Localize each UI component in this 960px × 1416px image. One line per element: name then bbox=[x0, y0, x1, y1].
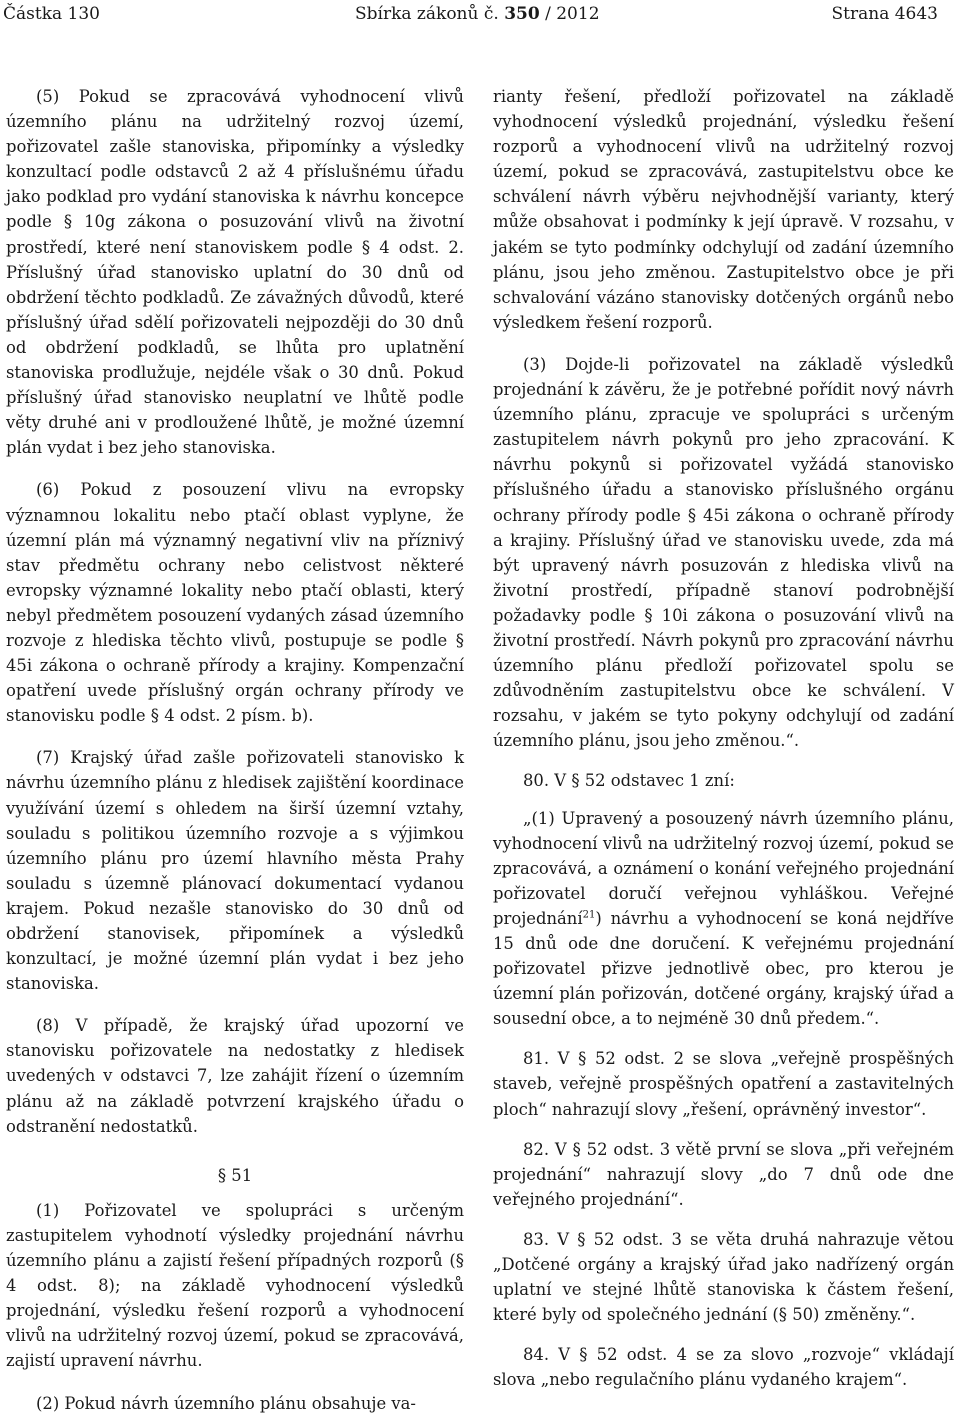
law-number: 350 bbox=[504, 4, 540, 24]
amendment-80-quote bbox=[493, 806, 954, 1032]
section-heading-51: § 51 bbox=[217, 1165, 253, 1185]
paragraph-8: (8) V případě, že krajský úřad upozorní ve stanovisku pořizovatele na nedostatky z hledisek uvedených v odstavci 7, lze zahájit řízení o územním plánu až na základě potvrzení krajského úřadu o odstranění nedostatků. bbox=[6, 1016, 464, 1136]
paragraph-2-continued: rianty řešení, předloží pořizovatel na základě vyhodnocení výsledků projednání, výsledku řešení rozporů a vyhodnocení vlivů na udržitelný rozvoj území, pokud se zpracovává, zastupitelstvu obce ke schválení návrh výběru nejvhodnější varianty, který může obsahovat i podmínky k její úpravě. V rozsahu, v jakém se tyto podmínky odchylují od zadání územního plánu, jsou jeho změnou. Zastupitelstvo obce je při schvalování vázáno stanovisky dotčených orgánů nebo výsledkem řešení rozporů. bbox=[493, 87, 954, 332]
amendment-item-82: 82. V § 52 odst. 3 větě první se slova „při veřejném projednání“ nahrazují slovy „do 7 dnů ode dne veřejného projednání“. bbox=[493, 1139, 954, 1209]
issue-part: Částka 130 bbox=[3, 4, 100, 24]
left-column bbox=[6, 84, 464, 1416]
amendment-item-81: 81. V § 52 odst. 2 se slova „veřejně prospěšných staveb, veřejně prospěšných opatření a zastavitelných ploch“ nahrazují slovy „řešení, oprávněný investor“. bbox=[493, 1049, 954, 1119]
paragraph-5: (5) Pokud se zpracovává vyhodnocení vlivů územního plánu na udržitelný rozvoj území, pořizovatel zašle stanoviska, připomínky a výsledky konzultací podle odstavců 2 až 4 příslušnému úřadu jako podklad pro vydání stanoviska k návrhu koncepce podle § 10g zákona o posuzování vlivů na životní prostředí, které není stanoviskem podle § 4 odst. 2. Příslušný úřad stanovisko uplatní do 30 dnů od obdržení těchto podkladů. Ze závažných důvodů, které příslušný úřad sdělí pořizovateli nejpozději do 30 dnů od obdržení podkladů, se lhůta pro uplatnění stanoviska prodlužuje, nejdéle však o 30 dnů. Pokud příslušný úřad stanovisko neuplatní ve lhůtě podle věty druhé ani v prodloužené lhůtě, je možné územní plán vydat i bez jeho stanoviska. bbox=[6, 87, 464, 458]
quote-text-start: „(1) Upravený a posouzený návrh územního plánu, vyhodnocení vlivů na udržitelný rozvoj území, pokud se zpracovává, a oznámení o konání veřejného projednání pořizovatel doručí veřejnou vyhláškou. Veřejné projednání bbox=[493, 808, 954, 928]
page-header bbox=[0, 0, 960, 34]
page-number: Strana 4643 bbox=[831, 4, 938, 24]
section-51-paragraph-2: (2) Pokud návrh územního plánu obsahuje va- bbox=[36, 1393, 416, 1413]
amendment-item-80: 80. V § 52 odstavec 1 zní: bbox=[523, 771, 735, 791]
footnote-ref: 21 bbox=[582, 909, 596, 921]
collection-prefix: Sbírka zákonů č. bbox=[355, 4, 499, 24]
paragraph-7: (7) Krajský úřad zašle pořizovateli stanovisko k návrhu územního plánu z hledisek zajištění koordinace využívání území s ohledem na širší územní vztahy, souladu s politikou územního rozvoje a s výjimkou územního plánu pro území hlavního města Prahy souladu s územně plánovací dokumentací vydanou krajem. Pokud nezašle stanovisko do 30 dnů od obdržení stanovisek, připomínek a výsledků konzultací, je možné územní plán vydat i bez jeho stanoviska. bbox=[6, 748, 464, 994]
paragraph-6: (6) Pokud z posouzení vlivu na evropsky významnou lokalitu nebo ptačí oblast vyplyne, že územní plán má významný negativní vliv na příznivý stav předmětu ochrany nebo celistvost některé evropsky významné lokality nebo ptačí oblasti, který nebyl předmětem posouzení vydaných zásad územního rozvoje z hlediska těchto vlivů, postupuje se podle § 45i zákona o ochraně přírody a krajiny. Kompenzační opatření uvede příslušný orgán ochrany přírody ve stanovisku podle § 4 odst. 2 písm. b). bbox=[6, 480, 464, 726]
quote-text-end: ) návrhu a vyhodnocení se koná nejdříve 15 dnů ode dne doručení. K veřejnému projednání pořizovatel přizve jednotlivě obec, pro kterou je územní plán pořizován, dotčené orgány, krajský úřad a sousední obce, a to nejméně 30 dnů předem.“. bbox=[493, 908, 954, 1029]
amendment-item-83: 83. V § 52 odst. 3 se věta druhá nahrazuje větou „Dotčené orgány a krajský úřad jako nadřízený orgán uplatní ve stejné lhůtě stanoviska k částem řešení, které byly od společného jednání (§ 50) změněny.“. bbox=[493, 1229, 954, 1325]
collection-title bbox=[355, 4, 600, 24]
paragraph-3: (3) Dojde-li pořizovatel na základě výsledků projednání k závěru, že je potřebné pořídit nový návrh územního plánu, zpracuje ve spolupráci s určeným zastupitelem návrh pokynů pro jeho zpracování. K návrhu pokynů si pořizovatel vyžádá stanovisko příslušného úřadu a stanovisko příslušného orgánu ochrany přírody podle § 45i zákona o ochraně přírody a krajiny. Příslušný úřad ve stanovisku uvede, zda má být upravený návrh posuzován z hlediska vlivů na životní prostředí, případně stanoví podrobnější požadavky podle § 10i zákona o posuzování vlivů na životní prostředí. Návrh pokynů pro zpracování návrhu územního plánu předloží pořizovatel spolu se zdůvodněním zastupitelstvu obce ke schválení. V rozsahu, v jakém se tyto pokyny odchylují od zadání územního plánu, jsou jeho změnou.“. bbox=[493, 354, 954, 751]
amendment-item-84: 84. V § 52 odst. 4 se za slovo „rozvoje“ vkládají slova „nebo regulačního plánu vydaného krajem“. bbox=[493, 1345, 954, 1390]
collection-year: / 2012 bbox=[545, 4, 600, 24]
right-column bbox=[493, 84, 954, 1393]
section-51-paragraph-1: (1) Pořizovatel ve spolupráci s určeným zastupitelem vyhodnotí výsledky projednání návrhu územního plánu a zajistí řešení případných rozporů (§ 4 odst. 8); na základě vyhodnocení výsledků projednání, výsledku řešení rozporů a vyhodnocení vlivů na udržitelný rozvoj území, pokud se zpracovává, zajistí upravení návrhu. bbox=[6, 1200, 464, 1371]
